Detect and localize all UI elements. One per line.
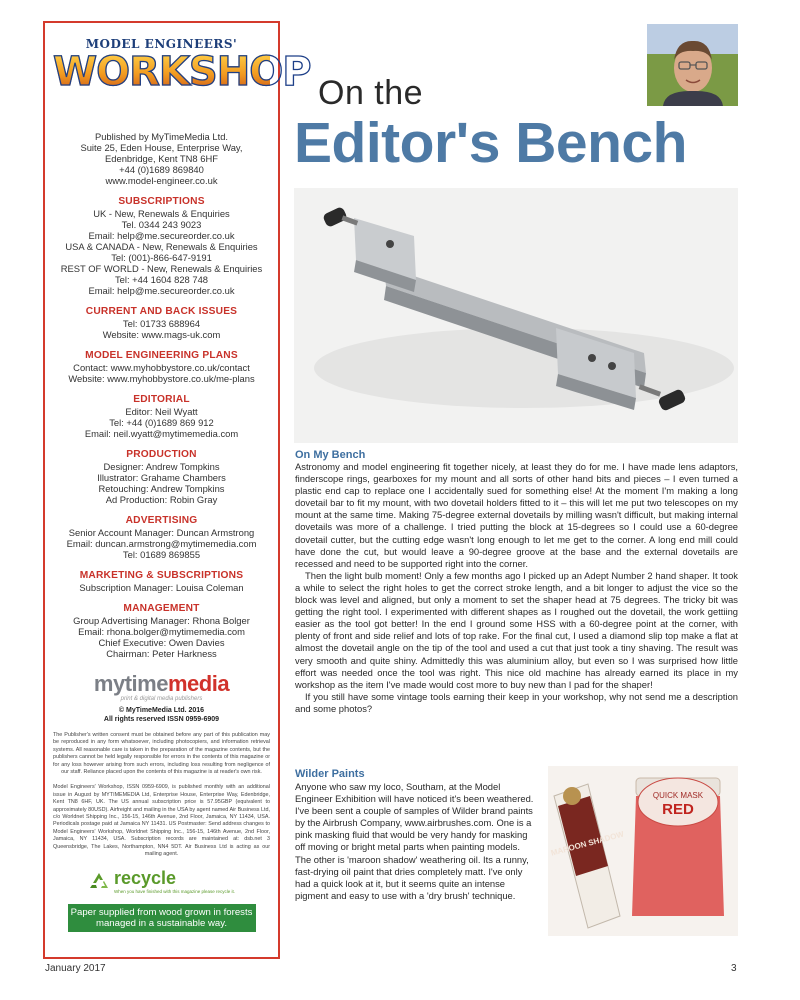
paragraph: Anyone who saw my loco, Southam, at the Model Engineer Exhibition will have noticed it's been weathered. I've been sent a couple of samples of Wilder brand paints by the Airbrush Company, www.airbrushes.com. One is a pink masking fluid that would be very handy for masking off moving or bright metal parts when painting models. The other is 'maroon shadow' weathering oil. Its a runny, fast-drying oil paint that dries completely matt. I've only had a quick look at it, but it seems quite an intense pigment and easy to use with a 'dry brush' technique. — [295, 781, 534, 901]
tube-label: MAROON SHADOW — [549, 829, 625, 858]
info-line: Tel. 0344 243 9023 — [121, 219, 202, 230]
info-line: Ad Production: Robin Gray — [105, 494, 218, 505]
sustainable-paper-notice: Paper supplied from wood grown in forests managed in a sustainable way. — [68, 904, 256, 932]
logo-subtitle: MODEL ENGINEERS' — [85, 37, 238, 51]
masthead-panel — [43, 21, 311, 959]
copyright-notice — [53, 706, 270, 724]
info-line: Retouching: Andrew Tompkins — [98, 483, 225, 494]
info-email[interactable]: Email: help@me.secureorder.co.uk — [88, 285, 235, 296]
article-heading: On My Bench — [295, 449, 366, 461]
publisher-website[interactable]: www.model-engineer.co.uk — [105, 175, 218, 186]
recycle-icon — [88, 871, 110, 891]
page-number: 3 — [731, 963, 737, 974]
marketing-section — [53, 570, 270, 593]
back-issues-section — [53, 306, 270, 340]
publisher-info — [53, 131, 270, 186]
section-heading: MANAGEMENT — [123, 603, 200, 614]
info-line: Tel: (001)-866-647-9191 — [111, 252, 212, 263]
page-title-prefix: On the — [318, 74, 424, 112]
info-line: Editor: Neil Wyatt — [125, 406, 198, 417]
wilder-paints-photo — [548, 766, 738, 936]
recycle-tagline: When you have finished with this magazine please recycle it. — [113, 888, 236, 894]
advertising-section — [53, 515, 270, 560]
info-website[interactable]: Contact: www.myhobbystore.co.uk/contact — [73, 362, 250, 373]
publisher-line: Suite 25, Eden House, Enterprise Way, — [80, 142, 243, 153]
section-heading: CURRENT AND BACK ISSUES — [85, 306, 238, 317]
recycle-word: recycle — [113, 867, 177, 888]
info-line: Illustrator: Grahame Chambers — [97, 472, 226, 483]
plans-section — [53, 350, 270, 384]
info-line: Group Advertising Manager: Rhona Bolger — [73, 615, 250, 626]
info-line: Senior Account Manager: Duncan Armstrong — [68, 527, 255, 538]
section-heading: PRODUCTION — [126, 449, 197, 460]
dovetail-bar-photo — [294, 188, 738, 443]
info-line: REST OF WORLD - New, Renewals & Enquiries — [60, 263, 263, 274]
article-body — [295, 781, 535, 941]
info-line: USA & CANADA - New, Renewals & Enquiries — [65, 241, 258, 252]
paragraph: Astronomy and model engineering fit together nicely, at least they do for me. I have made lens adaptors, finderscope rings, gearboxes for my mount and all sorts of other hand bits and pieces – I even turned a plastic end cap to replace one I accidentally sued for something else! At the moment I'm making a long dovetail bar to fit my mount, with two dovetail holders fitted to it – this will let me put two telescopes on my mount at the same time. Making 75-degree external dovetails by milling wasn't difficult, but making internal dovetails was more of a challenge. I tried putting the block at 15-degrees so I could use a 60-degree dovetail cutter, but the cutting edge wasn't long enough to let me get to the corner. A long end mill could have done the cut, but would leave a 90-degree groove at the base and the external dovetails are recessed and need to be supported right into the corner. — [295, 461, 738, 569]
jar-top-label: QUICK MASK — [652, 791, 704, 800]
info-website[interactable]: Website: www.mags-uk.com — [102, 329, 221, 340]
section-heading: MARKETING & SUBSCRIPTIONS — [79, 570, 244, 581]
editor-portrait — [647, 24, 738, 106]
info-line: Chief Executive: Owen Davies — [98, 637, 225, 648]
copyright-line: © MyTimeMedia Ltd. 2016 — [118, 707, 205, 714]
paragraph: Then the light bulb moment! Only a few months ago I picked up an Adept Number 2 hand shaper. It took a while to select the right holes to get the correct stroke length, and a bit longer to adjust the vice so the block was level and aligned, but only a moment to set the shaper head at 75 degrees. The tricky bit was getting the right tool. I experimented with different shapes as I roughed out the dovetail, the work gettiing easier as the tool got better! In the end I ground some HSS with a 60-degree point at the corner, with plenty of front and side relief and lots of top rake. For the final cut, I used a diamond slip top make a flat at almost the dovetail angle on the tip of the tool and used a cut that just took a tiny shaving. The result was very smooth and quite shiny. Admittedly this was aluminium alloy, but even so I was surprised how little effort was needed once the tool was right. This nice old machine has already earned its place in my workshop as the item I've made would cost more to buy new than I pad for the shaper! — [295, 569, 738, 690]
paragraph: If you still have some vintage tools earning their keep in your workshop, why not send me a description and some photos? — [295, 690, 738, 714]
mytimemedia-logo — [53, 673, 270, 702]
info-line: Designer: Andrew Tompkins — [103, 461, 220, 472]
section-heading: ADVERTISING — [125, 515, 198, 526]
article-body — [295, 461, 738, 759]
issue-date: January 2017 — [45, 963, 106, 974]
info-email[interactable]: Email: help@me.secureorder.co.uk — [88, 230, 235, 241]
recycle-logo — [53, 869, 270, 894]
subscriptions-section — [53, 196, 270, 296]
info-line: Tel: +44 1604 828 748 — [114, 274, 209, 285]
article-heading: Wilder Paints — [295, 768, 365, 780]
info-email[interactable]: Email: neil.wyatt@mytimemedia.com — [84, 428, 239, 439]
legal-notice: The Publisher's written consent must be obtained before any part of this publication may be reproduced in any form whatsoever, including photocopiers, and information retrieval systems. All reasonable care is taken in the preparation of the magazine contents, but the publishers cannot be held legally responsible for errors in the contents of this magazine or for any loss however arising from such errors, including loss resulting from negligence of our staff. Reliance placed upon the contents of this magazine is at reader's own risk. — [53, 732, 270, 776]
publisher-line: Edenbridge, Kent TN8 6HF — [105, 153, 218, 164]
info-email[interactable]: Email: duncan.armstrong@mytimemedia.com — [66, 538, 257, 549]
page-title: Editor's Bench — [294, 111, 687, 175]
info-email[interactable]: Email: rhona.bolger@mytimemedia.com — [78, 626, 245, 637]
production-section — [53, 449, 270, 505]
info-website[interactable]: Website: www.myhobbystore.co.uk/me-plans — [68, 373, 255, 384]
section-heading: MODEL ENGINEERING PLANS — [85, 350, 238, 361]
section-heading: EDITORIAL — [133, 394, 190, 405]
jar-label: RED — [662, 801, 694, 818]
section-heading: SUBSCRIPTIONS — [118, 196, 205, 207]
info-line: Tel: +44 (0)1689 869 912 — [109, 417, 214, 428]
publisher-line: Published by MyTimeMedia Ltd. — [94, 131, 229, 142]
info-line: Tel: 01689 869855 — [122, 549, 201, 560]
info-line: UK - New, Renewals & Enquiries — [93, 208, 230, 219]
logo-part: media — [167, 671, 230, 696]
management-section — [53, 603, 270, 659]
info-line: Tel: 01733 688964 — [122, 318, 201, 329]
logo-part: mytime — [93, 671, 168, 696]
logo-title: WORKSHOP — [53, 49, 311, 95]
info-line: Chairman: Peter Harkness — [106, 648, 217, 659]
editorial-section — [53, 394, 270, 439]
rights-line: All rights reserved ISSN 0959-6909 — [103, 716, 220, 723]
publisher-line: +44 (0)1689 869840 — [119, 164, 204, 175]
logo-tagline: print & digital media publishers — [120, 696, 203, 702]
info-line: Subscription Manager: Louisa Coleman — [79, 582, 244, 593]
magazine-logo — [53, 37, 311, 115]
subscription-notice: Model Engineers' Workshop, ISSN 0959-6909, is published monthly with an additional issue in August by MYTIMEMEDIA Ltd, Enterprise House, Enterprise Way, Edenbridge, Kent TN8 6HF, UK. The US annual subscription price is 57.95GBP (equivalent to approximately 80USD). Airfreight and mailing in the USA by agent named Air Business Ltd, c/o Worldnet Shipping Inc., 156-15, 146th Avenue, 2nd Floor, Jamaica, NY 11434, USA. Periodicals postage paid at Jamaica NY 11431. US Postmaster: Send address changes to Model Engineers' Workshop, Worldnet Shipping Inc., 156-15, 146th Avenue, 2nd Floor, Jamaica, NY 11434, USA. Subscription records are maintained at: dsb.net 3 Queensbridge, The Lakes, Northampton, NN4 5DT. Air Business Ltd is acting as our mailing agent. — [53, 784, 270, 858]
